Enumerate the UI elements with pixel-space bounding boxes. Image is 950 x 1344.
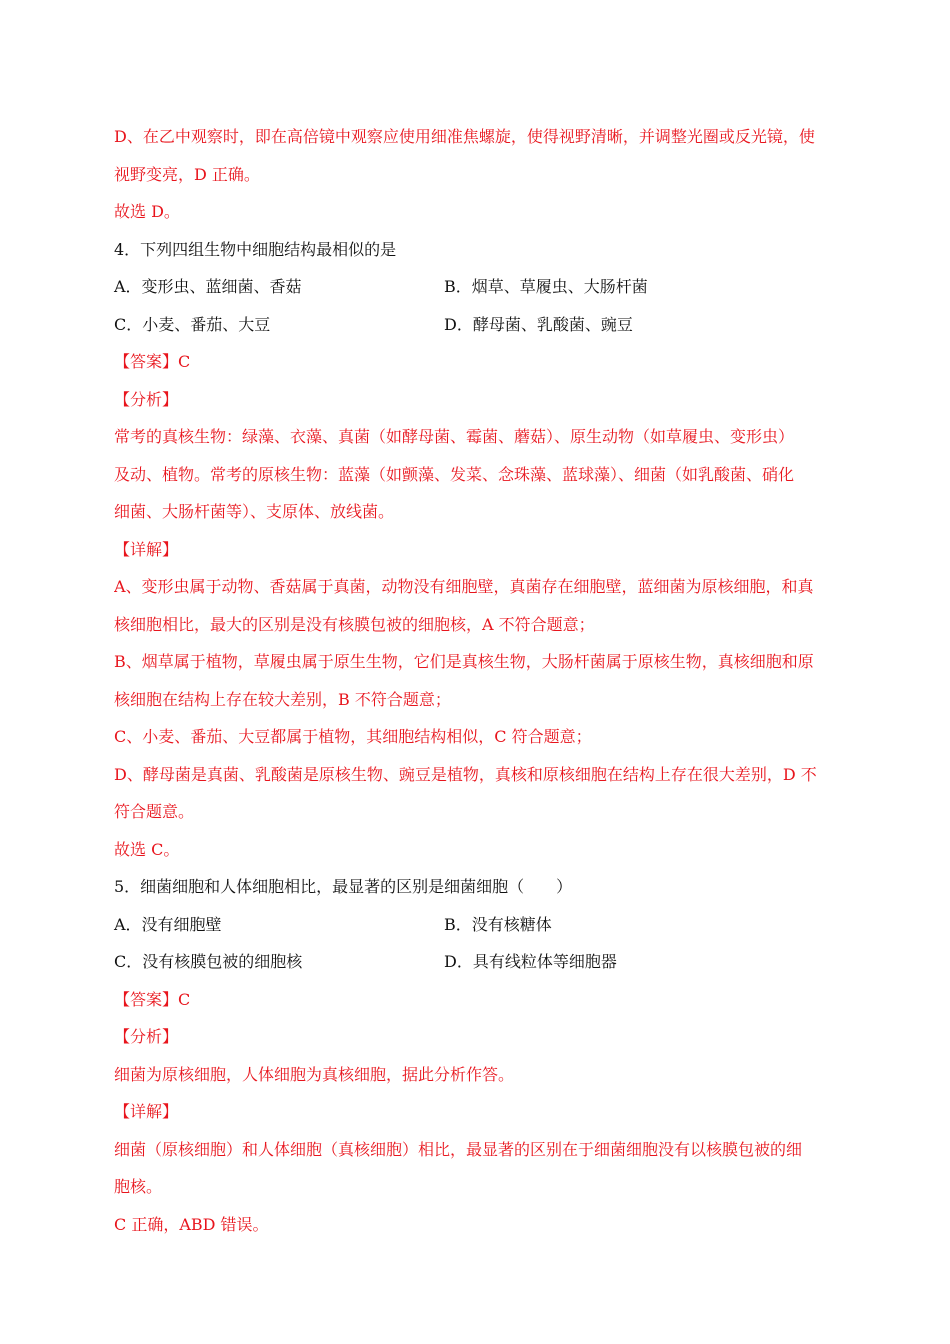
q4-analysis-line-1: 常考的真核生物：绿藻、衣藻、真菌（如酵母菌、霉菌、蘑菇）、原生动物（如草履虫、变形虫） — [114, 427, 795, 446]
q4-options-row-2 — [114, 306, 838, 344]
q5-option-c: C．没有核膜包被的细胞核 — [114, 952, 303, 971]
q4-answer — [114, 343, 838, 381]
prev-detail-d-line2: 视野变亮，D 正确。 — [114, 164, 260, 184]
q5-option-b: B．没有核糖体 — [444, 914, 552, 934]
prev-detail-d-line1: D、在乙中观察时，即在高倍镜中观察应使用细准焦螺旋，使得视野清晰，并调整光圈或反光镜，使 — [114, 127, 815, 146]
q5-detail-line-1: 细菌（原核细胞）和人体细胞（真核细胞）相比，最显著的区别在于细菌细胞没有以核膜包被的细 — [114, 1139, 803, 1159]
q5-options-row-2 — [114, 943, 838, 981]
q4-detail-line-2: 核细胞相比，最大的区别是没有核膜包被的细胞核，A 不符合题意； — [114, 614, 595, 634]
q4-option-a: A．变形虫、蓝细菌、香菇 — [114, 277, 302, 296]
q5-option-a: A．没有细胞壁 — [114, 914, 222, 934]
q5-answer — [114, 981, 838, 1019]
q5-options-row-1 — [114, 906, 838, 944]
q4-options-row-1 — [114, 268, 838, 306]
q4-detail-line-3: B、烟草属于植物，草履虫属于原生生物，它们是真核生物，大肠杆菌属于原核生物，真核细胞和原 — [114, 652, 814, 671]
q5-answer-label: 【答案】 — [114, 989, 179, 1009]
q5-detail-label: 【详解】 — [114, 1102, 179, 1121]
q4-answer-label: 【答案】 — [114, 352, 179, 371]
q5-detail-line-3: C 正确，ABD 错误。 — [114, 1214, 269, 1234]
q4-detail-line-5: C、小麦、番茄、大豆都属于植物，其细胞结构相似，C 符合题意； — [114, 727, 592, 746]
q4-analysis-line-3: 细菌、大肠杆菌等）、支原体、放线菌。 — [114, 502, 395, 521]
q4-conclusion: 故选 C。 — [114, 839, 180, 859]
q5-stem: 5．细菌细胞和人体细胞相比，最显著的区别是细菌细胞（ ） — [114, 877, 573, 896]
prev-conclusion: 故选 D。 — [114, 202, 180, 221]
q4-detail-label: 【详解】 — [114, 539, 179, 559]
q5-option-d: D．具有线粒体等细胞器 — [444, 952, 617, 971]
q4-option-b: B．烟草、草履虫、大肠杆菌 — [444, 277, 648, 296]
q4-answer-value: C — [178, 352, 191, 371]
q5-analysis-label: 【分析】 — [114, 1027, 179, 1046]
q4-analysis-line-2: 及动、植物。常考的原核生物：蓝藻（如颤藻、发菜、念珠藻、蓝球藻）、细菌（如乳酸菌、硝化 — [114, 464, 795, 484]
q4-detail-line-6: D、酵母菌是真菌、乳酸菌是原核生物、豌豆是植物，真核和原核细胞在结构上存在很大差别，D 不 — [114, 764, 817, 784]
q4-detail-line-7: 符合题意。 — [114, 802, 195, 821]
q4-analysis-label: 【分析】 — [114, 389, 179, 409]
q4-stem: 4．下列四组生物中细胞结构最相似的是 — [114, 239, 397, 259]
q5-analysis-line-1: 细菌为原核细胞，人体细胞为真核细胞，据此分析作答。 — [114, 1064, 515, 1084]
document-page — [114, 118, 838, 1243]
q4-detail-line-1: A、变形虫属于动物、香菇属于真菌，动物没有细胞壁，真菌存在细胞壁，蓝细菌为原核细胞，和真 — [114, 577, 814, 596]
q5-detail-line-2: 胞核。 — [114, 1177, 163, 1196]
q5-answer-value: C — [178, 989, 191, 1009]
q4-detail-line-4: 核细胞在结构上存在较大差别，B 不符合题意； — [114, 689, 451, 709]
q4-option-d: D．酵母菌、乳酸菌、豌豆 — [444, 314, 633, 334]
q4-option-c: C．小麦、番茄、大豆 — [114, 314, 271, 334]
